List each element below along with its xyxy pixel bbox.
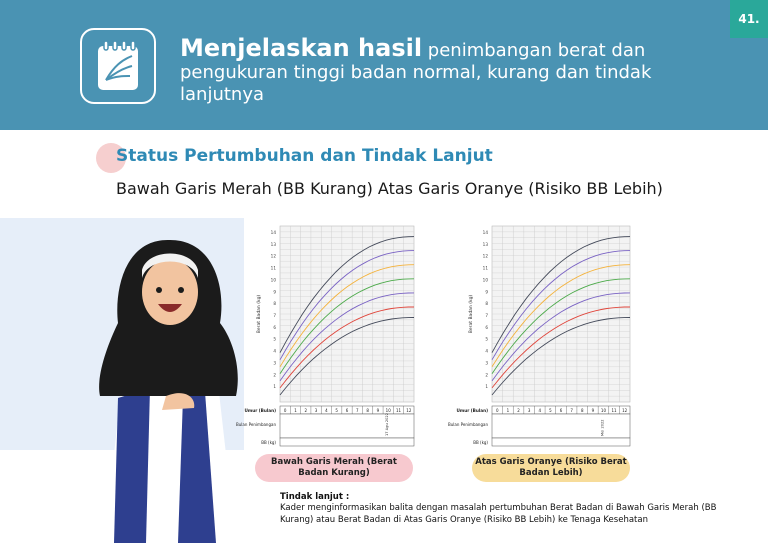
y-tick-label: 9 [485,289,488,295]
y-tick-label: 11 [270,265,276,271]
x-tick-label: 0 [283,408,287,413]
row-bulan-box [280,414,414,438]
y-tick-label: 8 [485,301,488,307]
x-tick-label: 5 [549,408,552,413]
row-bb-box [280,438,414,446]
x-tick-label: 2 [304,408,308,413]
y-tick-label: 7 [273,313,276,318]
y-tick-label: 2 [485,372,488,378]
y-tick-label: 12 [270,253,276,259]
follow-up-label: Tindak lanjut : [280,492,350,502]
y-tick-label: 6 [273,324,276,330]
section-title: Status Pertumbuhan dan Tindak Lanjut [116,146,493,166]
section-subtitle: Bawah Garis Merah (BB Kurang) Atas Garis Oranye (Risiko BB Lebih) [116,179,663,198]
x-tick-label: 0 [496,408,499,413]
y-tick-label: 13 [270,241,276,247]
y-tick-label: 4 [485,348,488,354]
growth-chart-right [448,218,638,454]
page-title: Menjelaskan hasil penimbangan berat dan pengukuran tinggi badan normal, kurang dan tindak lanjutnya [180,34,652,105]
x-tick-label: 3 [527,408,531,413]
page-number-badge: 41. [730,0,768,38]
row-label-bulan: Bulan Penimbangan [236,422,276,427]
y-tick-label: 12 [482,253,488,259]
x-tick-label: 11 [611,408,617,413]
y-tick-label: 2 [273,372,276,378]
x-tick-label: 9 [376,408,380,413]
y-tick-label: 9 [273,289,276,295]
y-tick-label: 5 [485,336,488,342]
x-tick-label: 8 [580,408,584,413]
row-label-bulan: Bulan Penimbangan [448,422,488,427]
y-tick-label: 1 [485,384,488,390]
y-axis-label: Berat Badan (kg) [469,294,474,334]
y-tick-label: 6 [485,324,488,330]
y-tick-label: 3 [273,360,276,366]
x-tick-label: 4 [538,408,542,413]
x-tick-label: 6 [345,408,349,413]
y-tick-label: 14 [482,230,488,235]
x-tick-label: 12 [622,408,628,413]
person-illustration [96,228,244,543]
row-label-umur: Umur (Bulan) [456,408,488,413]
y-axis-label: Berat Badan (kg) [257,294,262,334]
x-tick-label: 12 [406,408,412,413]
x-tick-label: 7 [356,408,359,413]
x-tick-label: 6 [559,408,563,413]
weighing-date: Mei 2022 [600,419,605,436]
label-red-line: Bawah Garis Merah (Berat Badan Kurang) [255,454,413,482]
row-label-bb: BB (kg) [473,440,488,445]
y-tick-label: 11 [482,265,488,271]
header-banner [0,0,768,130]
x-tick-label: 1 [506,408,510,413]
row-bulan-box [492,414,630,438]
growth-chart-left [236,218,422,454]
x-tick-label: 7 [570,408,573,413]
x-tick-label: 8 [366,408,369,413]
y-tick-label: 8 [273,301,276,307]
x-tick-label: 3 [314,408,318,413]
x-tick-label: 2 [517,408,520,413]
y-tick-label: 3 [485,360,488,366]
x-tick-label: 5 [335,408,338,413]
y-tick-label: 10 [270,277,276,283]
row-bb-box [492,438,630,446]
notepad-icon [80,28,156,104]
x-tick-label: 1 [294,408,297,413]
label-orange-line: Atas Garis Oranye (Risiko Berat Badan Lebih) [472,454,630,482]
y-tick-label: 14 [270,230,276,235]
y-tick-label: 5 [273,336,276,342]
x-tick-label: 10 [385,408,391,413]
x-tick-label: 10 [600,408,607,413]
row-label-umur: Umur (Bulan) [244,408,276,413]
y-tick-label: 10 [482,277,488,283]
weighing-date: 17 Agu 2022 [385,412,390,436]
y-tick-label: 13 [482,241,488,247]
y-tick-label: 7 [485,313,488,318]
x-tick-label: 4 [325,408,328,413]
y-tick-label: 4 [273,348,276,354]
follow-up-text: Kader menginformasikan balita dengan masalah pertumbuhan Berat Badan di Bawah Garis Merah (BB Kurang) atau Berat Badan di Atas Garis Oranye (Risiko BB Lebih) ke Tenaga Kesehatan [280,503,717,525]
x-tick-label: 11 [395,408,402,413]
row-label-bb: BB (kg) [261,440,276,445]
x-tick-label: 9 [591,408,595,413]
follow-up-note [280,492,740,526]
y-tick-label: 1 [273,384,276,390]
